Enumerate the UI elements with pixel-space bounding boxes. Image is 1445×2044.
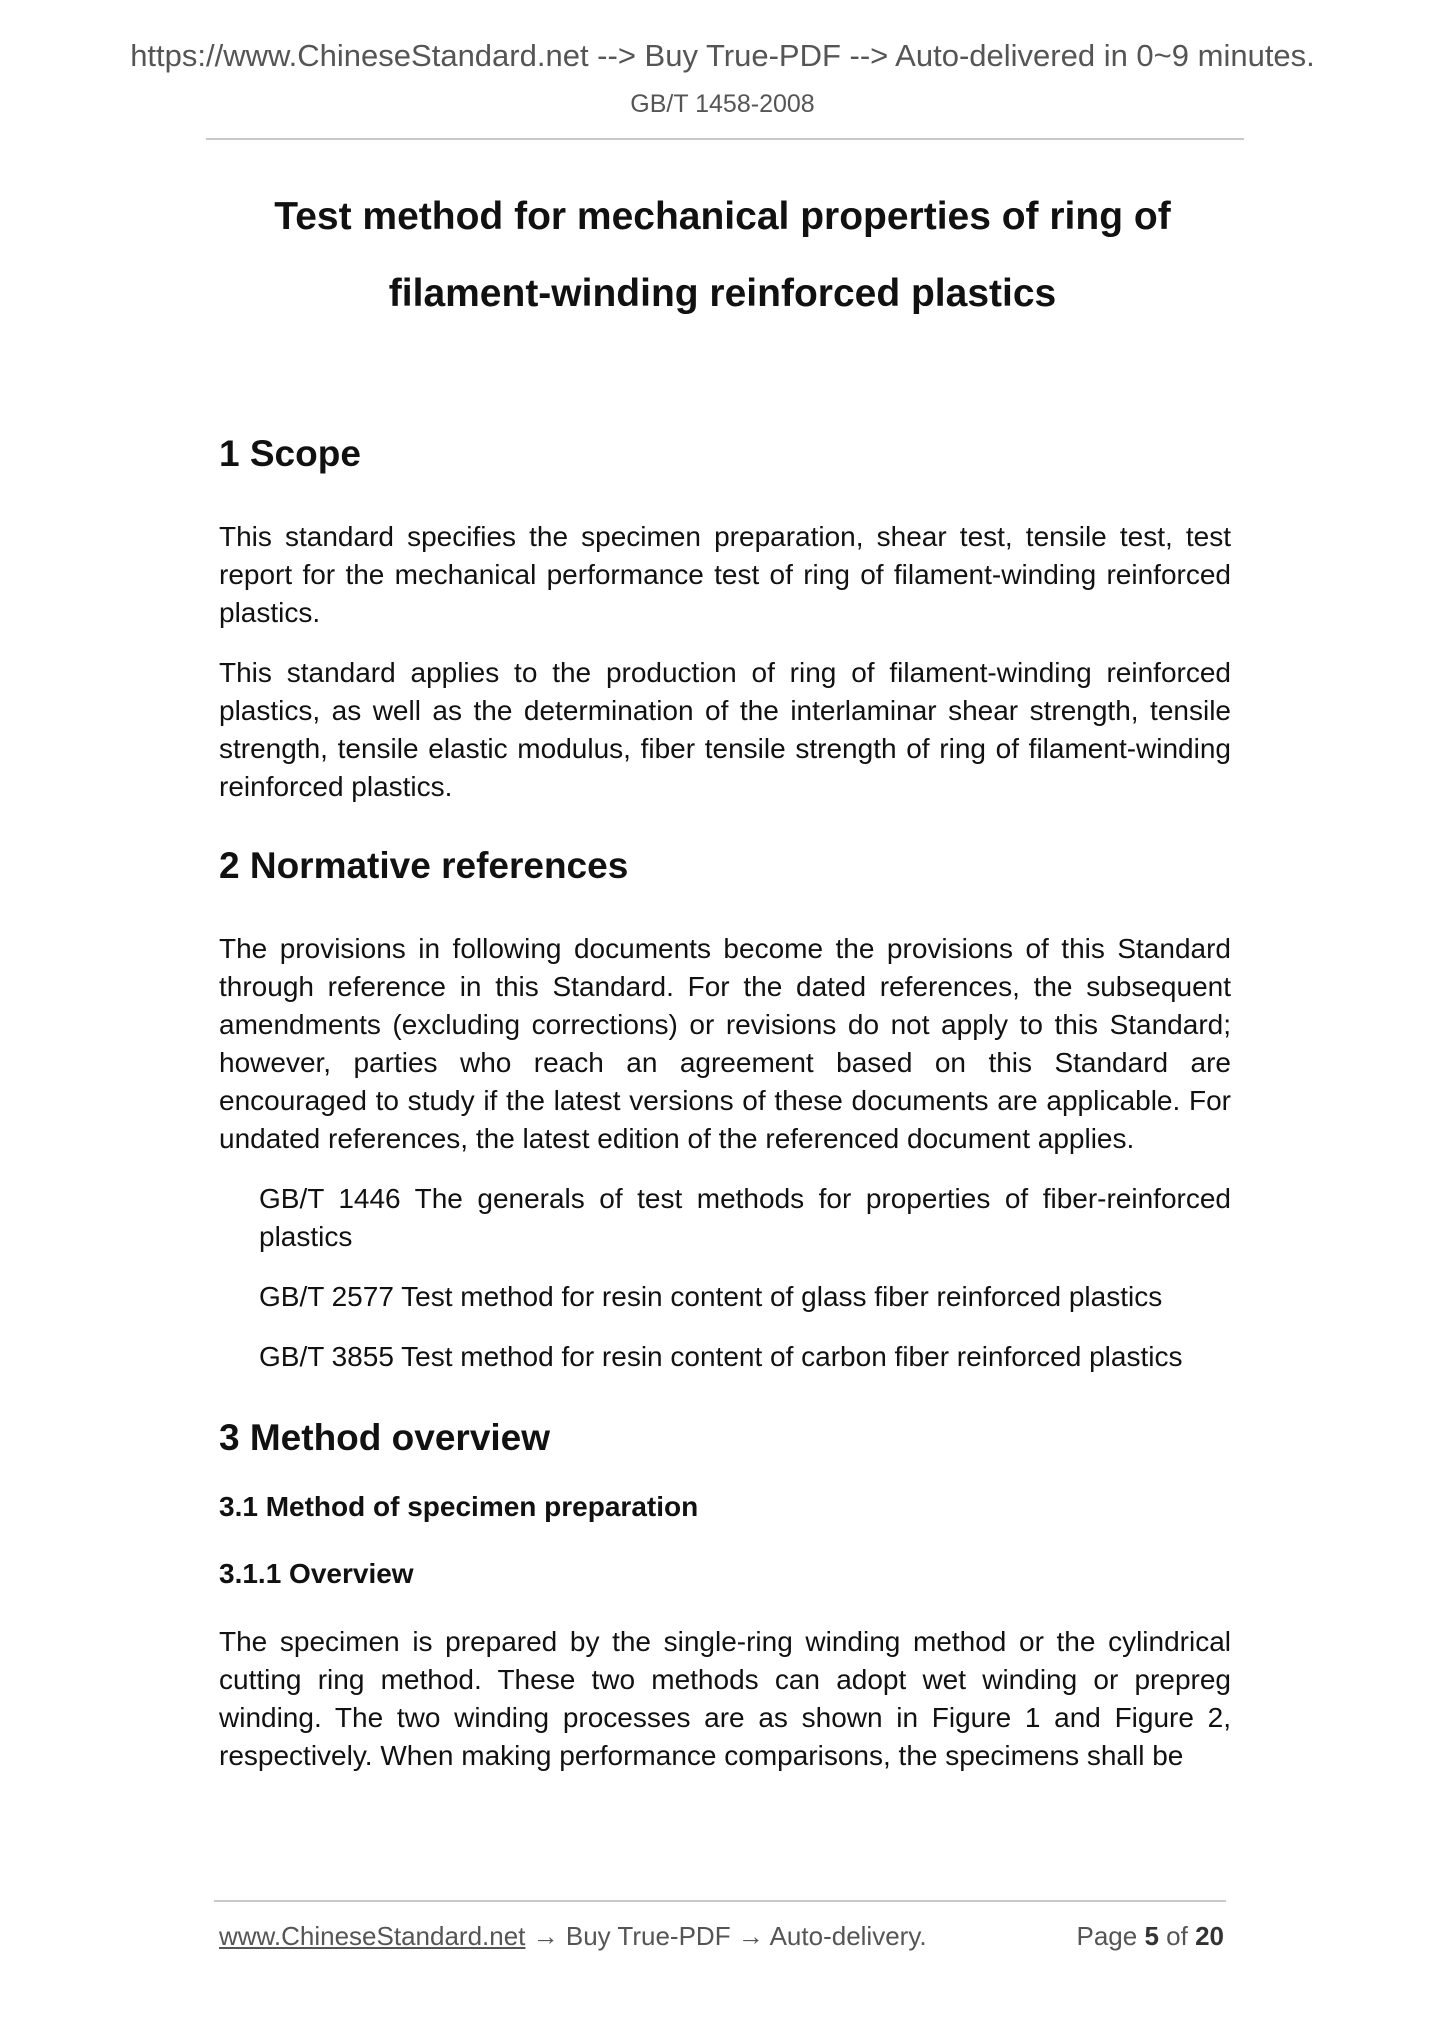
section-heading-normative-references: 2 Normative references <box>219 845 629 886</box>
document-body <box>219 432 1231 1775</box>
subsection-heading-overview: 3.1.1 Overview <box>219 1558 414 1589</box>
title-line-1: Test method for mechanical properties of ring of <box>274 195 1171 238</box>
title-line-2: filament-winding reinforced plastics <box>388 272 1057 315</box>
page-label: Page <box>1076 1921 1138 1951</box>
scope-paragraph-2: This standard applies to the production of ring of filament-winding reinforced plastics, as well as the determination of the interlaminar shear strength, tensile strength, tensile elastic modulus, fiber tensile strength of ring of filament-winding reinforced plastics. <box>219 657 1231 802</box>
footer-left <box>219 1921 927 1952</box>
standard-code: GB/T 1458-2008 <box>630 90 815 118</box>
reference-item: GB/T 2577 Test method for resin content of glass fiber reinforced plastics <box>259 1281 1163 1312</box>
reference-item: GB/T 1446 The generals of test methods for properties of fiber-reinforced plastics <box>259 1183 1231 1252</box>
scope-paragraph-1: This standard specifies the specimen preparation, shear test, tensile test, test report for the mechanical performance test of ring of filament-winding reinforced plastics. <box>219 521 1231 628</box>
section-heading-scope: 1 Scope <box>219 433 361 474</box>
footer-tagline: → Buy True-PDF → Auto-delivery. <box>532 1921 927 1951</box>
method-paragraph: The specimen is prepared by the single-ring winding method or the cylindrical cutting ring method. These two methods can adopt wet winding or prepreg winding. The two winding processes are as shown in Figure 1 and Figure 2, respectively. When making performance comparisons, the specimens shall be <box>219 1626 1231 1771</box>
site-link[interactable]: www.ChineseStandard.net <box>219 1921 526 1951</box>
reference-item: GB/T 3855 Test method for resin content of carbon fiber reinforced plastics <box>259 1341 1183 1372</box>
page-of: of <box>1166 1921 1188 1951</box>
source-banner: https://www.ChineseStandard.net --> Buy True-PDF --> Auto-delivered in 0~9 minutes. <box>130 38 1315 73</box>
subsection-heading-specimen-preparation: 3.1 Method of specimen preparation <box>219 1491 699 1522</box>
normative-paragraph: The provisions in following documents become the provisions of this Standard through reference in this Standard. For the dated references, the subsequent amendments (excluding corrections) or revisions do not apply to this Standard; however, parties who reach an agreement based on this Standard are encouraged to study if the latest versions of these documents are applicable. For undated references, the latest edition of the referenced document applies. <box>219 933 1231 1154</box>
document-title <box>180 178 1265 332</box>
section-heading-method-overview: 3 Method overview <box>219 1417 551 1458</box>
page-number <box>1076 1921 1224 1952</box>
header-divider <box>206 138 1244 140</box>
page-total: 20 <box>1195 1921 1224 1951</box>
footer-divider <box>214 1900 1226 1902</box>
page-current: 5 <box>1144 1921 1159 1951</box>
